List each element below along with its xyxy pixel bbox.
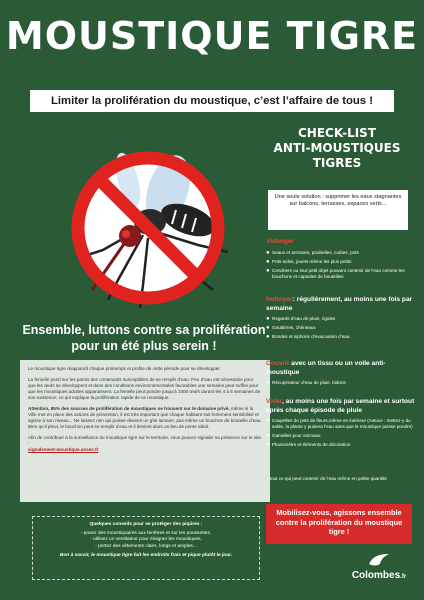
list-item-text: Gouttières, chéneaux	[272, 325, 316, 330]
bullet-icon: ●	[266, 249, 270, 256]
bullet-icon: ●	[266, 442, 270, 448]
list-item-text: Bondes et siphons d’évacuation d’eau	[272, 334, 350, 339]
section-keyword: Vider	[266, 398, 283, 405]
list-item	[266, 334, 416, 340]
list-item	[266, 259, 416, 265]
section-heading	[266, 296, 416, 313]
advice-footnote: Bon à savoir, le moustique tigre fuit les endroits frais et pique plutôt le jour.	[59, 553, 233, 558]
list-item	[266, 442, 416, 448]
bullet-icon: ●	[266, 267, 270, 274]
list-item-text: Pots-soles, jouets même les plus petits	[272, 258, 352, 264]
list-item	[266, 316, 416, 322]
call-to-action-box: Mobilisez-vous, agissons ensemble contre la prolifération du moustique tigre !	[266, 504, 412, 544]
bullet-icon: ●	[266, 418, 270, 424]
info-warning-rest: même si la Ville met en place des actions de prévention, il est très important que chaque habitant soit fortement sensibilisé et agisse à son niveau... Ne laissez rien qui puisse devenir un gîte larvaire, pas même un bouchon de bouteille d’eau. Bien qu’il pleut, le bouchon peut se remplir d’eau et il devient alors un lieu de ponte idéal.	[28, 406, 262, 429]
list-item	[266, 433, 416, 439]
section-heading	[266, 238, 416, 247]
info-paragraph: La femelle pond sur les parois des contenants susceptibles de se remplir d’eau. Peu d’eau est nécessaire pour que les œufs se développent et dans des conditions environnementales favorables une semaine peut suffire pour que les moustiques adultes apparaissent. La femelle peut pondre jusqu’à 1000 œufs durant les 4 à 5 semaines de son existence, ce qui explique la prolifération rapide de ce moustique.	[28, 377, 261, 400]
solution-box: Une seule solution : supprimer les eaux stagnantes sur balcons, terrasses, espaces verts...	[268, 190, 408, 230]
section-nettoyer	[266, 296, 416, 340]
section-vider	[266, 398, 416, 448]
info-paragraph	[28, 406, 262, 430]
section-heading	[266, 398, 416, 415]
bullet-icon: ●	[266, 325, 270, 331]
checklist-title	[262, 126, 412, 171]
list-item-text: Gamelles pour animaux	[272, 433, 321, 438]
colombes-logo	[344, 552, 414, 588]
advice-line: - posez des moustiquaires aux fenêtres et sur les poussettes,	[80, 530, 212, 536]
advice-line: - portez des vêtements clairs, longs et amples...	[95, 543, 197, 549]
advice-title: Quelques conseils pour se protéger des piqûres :	[89, 522, 203, 527]
list-item	[266, 325, 416, 331]
info-box	[20, 360, 270, 502]
checklist-title-line: TIGRES	[312, 156, 362, 170]
section-heading-rest: : régulièrement, au moins une fois par semaine	[266, 296, 413, 312]
list-item-text: Récupérateur d’eau de pluie, bidons	[272, 380, 346, 385]
info-paragraph	[28, 435, 262, 453]
info-report-text: Afin de contribuer à la surveillance du moustique tigre sur le territoire, vous pouvez signaler sa présence sur le site :	[28, 435, 261, 446]
logo-name: Colombes	[351, 570, 401, 581]
bullet-icon: ●	[266, 258, 270, 265]
ensemble-heading: Ensemble, luttons contre sa prolifération pour un été plus serein !	[22, 323, 266, 353]
list-item-text: Regards d’eau de pluie, rigoles	[272, 316, 336, 321]
subtitle-banner: Limiter la prolifération du moustique, c’est l’affaire de tous !	[30, 90, 394, 112]
list-item-text: Cendriers ou tout petit objet pouvant contenir de l’eau comme les bouchons et capsules de bouteilles	[272, 267, 405, 279]
section-heading	[266, 360, 416, 377]
section-heading-rest: , au moins une fois par semaine et surtout après chaque épisode de pluie	[266, 398, 415, 414]
info-warning: Attention, 85% des sources de prolifération de moustiques se trouvent sur le domaine privé,	[28, 406, 230, 411]
list-item	[266, 250, 416, 256]
advice-box	[32, 516, 260, 580]
list-item	[266, 418, 416, 430]
logo-text	[344, 570, 414, 581]
info-paragraph: Le moustique tigre réapparaît chaque printemps et profite de cette période pour se développer.	[28, 366, 221, 371]
logo-suffix: .fr	[400, 574, 407, 580]
checklist-title-line: CHECK-LIST	[297, 126, 377, 140]
checklist-title-line: ANTI-MOUSTIQUES	[273, 141, 401, 155]
bullet-icon: ●	[266, 380, 270, 386]
section-keyword: Vidanger	[266, 238, 295, 245]
no-mosquito-sign-icon	[48, 140, 248, 315]
checklist-footnote: ...tout ce qui peut contenir de l’eau même en petite quantité	[266, 476, 387, 481]
report-link[interactable]: signalement-moustique.anses.fr	[28, 447, 99, 452]
advice-line: - utilisez un ventilateur pour éloigner les moustiques,	[90, 537, 202, 542]
bullet-icon: ●	[266, 316, 270, 322]
section-heading-rest: avec un tissu ou un voile anti-moustique	[266, 360, 386, 376]
list-item	[266, 268, 416, 280]
bullet-icon: ●	[266, 334, 270, 340]
section-couvrir	[266, 360, 416, 386]
list-item	[266, 380, 416, 386]
list-item-text: Seaux et arrosoirs, poubelles, coûtes, pots	[272, 249, 359, 255]
bullet-icon: ●	[266, 433, 270, 439]
dove-icon	[367, 552, 391, 570]
section-keyword: Nettoyer	[266, 296, 293, 303]
list-item-text: Coupelles de pots de fleurs,même en intérieur (Astuce : mettez-y du sable, la plante y puisera l’eau sans que le moustique puisse pondre)	[272, 418, 413, 429]
section-vidanger	[266, 238, 416, 280]
section-keyword: Couvrir	[266, 360, 290, 367]
list-item-text: Pluviomètre et éléments de décoration	[272, 442, 351, 447]
page-title: MOUSTIQUE TIGRE	[5, 14, 419, 58]
